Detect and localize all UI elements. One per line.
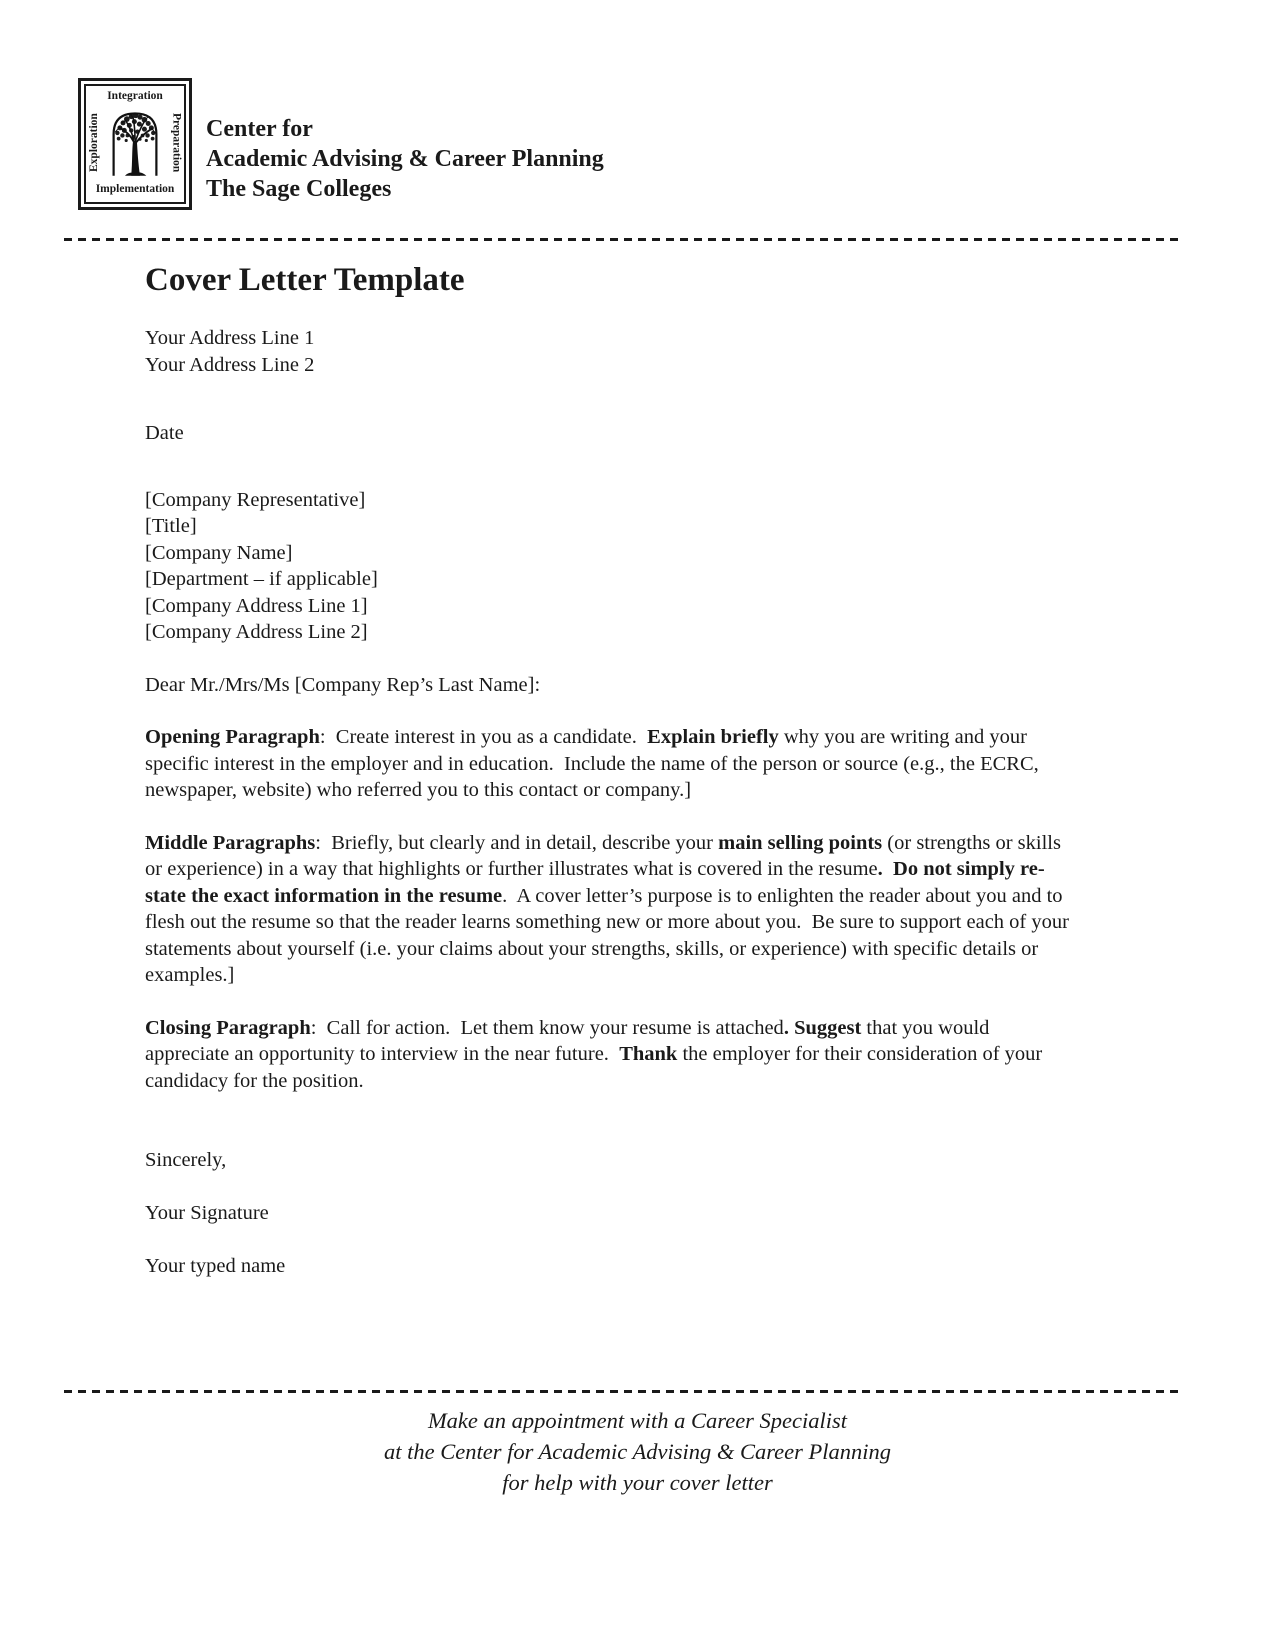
signoff-sincerely: Sincerely, (145, 1149, 227, 1171)
footer-line-3: for help with your cover letter (502, 1469, 773, 1495)
logo-word-implementation: Implementation (95, 183, 175, 196)
footer-line-1: Make an appointment with a Career Specialist (427, 1407, 848, 1433)
recipient-address-line-2: [Company Address Line 2] (145, 621, 368, 643)
signoff-typed-name: Your typed name (145, 1255, 286, 1277)
logo-word-preparation: Preparation (170, 113, 183, 173)
recipient-address-line-1: [Company Address Line 1] (145, 594, 368, 617)
logo-word-integration: Integration (107, 90, 163, 103)
footer-note (0, 1405, 1275, 1498)
recipient-representative: [Company Representative] (145, 488, 366, 511)
signoff-signature: Your Signature (145, 1202, 269, 1224)
org-logo (78, 78, 192, 210)
org-logo-frame (84, 84, 186, 204)
org-line-2: Academic Advising & Career Planning (206, 146, 604, 172)
footer-line-2: at the Center for Academic Advising & Career Planning (383, 1438, 892, 1464)
opening-paragraph: Opening Paragraph: Create interest in you as a candidate. Explain briefly why you are writing and your specific interest in the employer and in education. Include the name of the person or source (e.g., the ECRC, newspaper, website) who referred you to this contact or company.] (145, 726, 1044, 801)
org-name-block (192, 78, 604, 210)
letterhead (0, 0, 1275, 210)
address-line-1: Your Address Line 1 (145, 327, 315, 349)
letter-body (145, 262, 1075, 1280)
recipient-block (145, 487, 1075, 646)
logo-word-exploration: Exploration (87, 113, 100, 173)
recipient-title: [Title] (145, 515, 197, 537)
recipient-company-name: [Company Name] (145, 541, 293, 564)
middle-paragraph: Middle Paragraphs: Briefly, but clearly and in detail, describe your main selling points (or strengths or skills or experience) in a way that highlights or further illustrates what is covered in the resume. Do not simply re-state the exact information in the resume. A cover letter’s purpose is to enlighten the reader about you and to flesh out the resume so that the reader learns something new or more about you. Be sure to support each of your statements about yourself (i.e. your claims about your strengths, skills, or experience) with specific details or examples.] (145, 831, 1075, 986)
salutation: Dear Mr./Mrs/Ms [Company Rep’s Last Name]: (145, 673, 541, 696)
tree-in-arch-icon (103, 104, 167, 182)
org-line-1: Center for (206, 116, 313, 142)
address-line-2: Your Address Line 2 (145, 353, 315, 376)
dashed-divider-bottom (64, 1390, 1182, 1393)
date-placeholder: Date (145, 422, 184, 444)
recipient-department: [Department – if applicable] (145, 568, 378, 590)
dashed-divider-top (64, 238, 1182, 241)
closing-paragraph: Closing Paragraph: Call for action. Let them know your resume is attached. Suggest that you would appreciate an opportunity to interview in the near future. Thank the employer for their consideration of your candidacy for the position. (145, 1016, 1048, 1092)
page-title: Cover Letter Template (145, 262, 465, 298)
org-line-3: The Sage Colleges (206, 176, 392, 202)
